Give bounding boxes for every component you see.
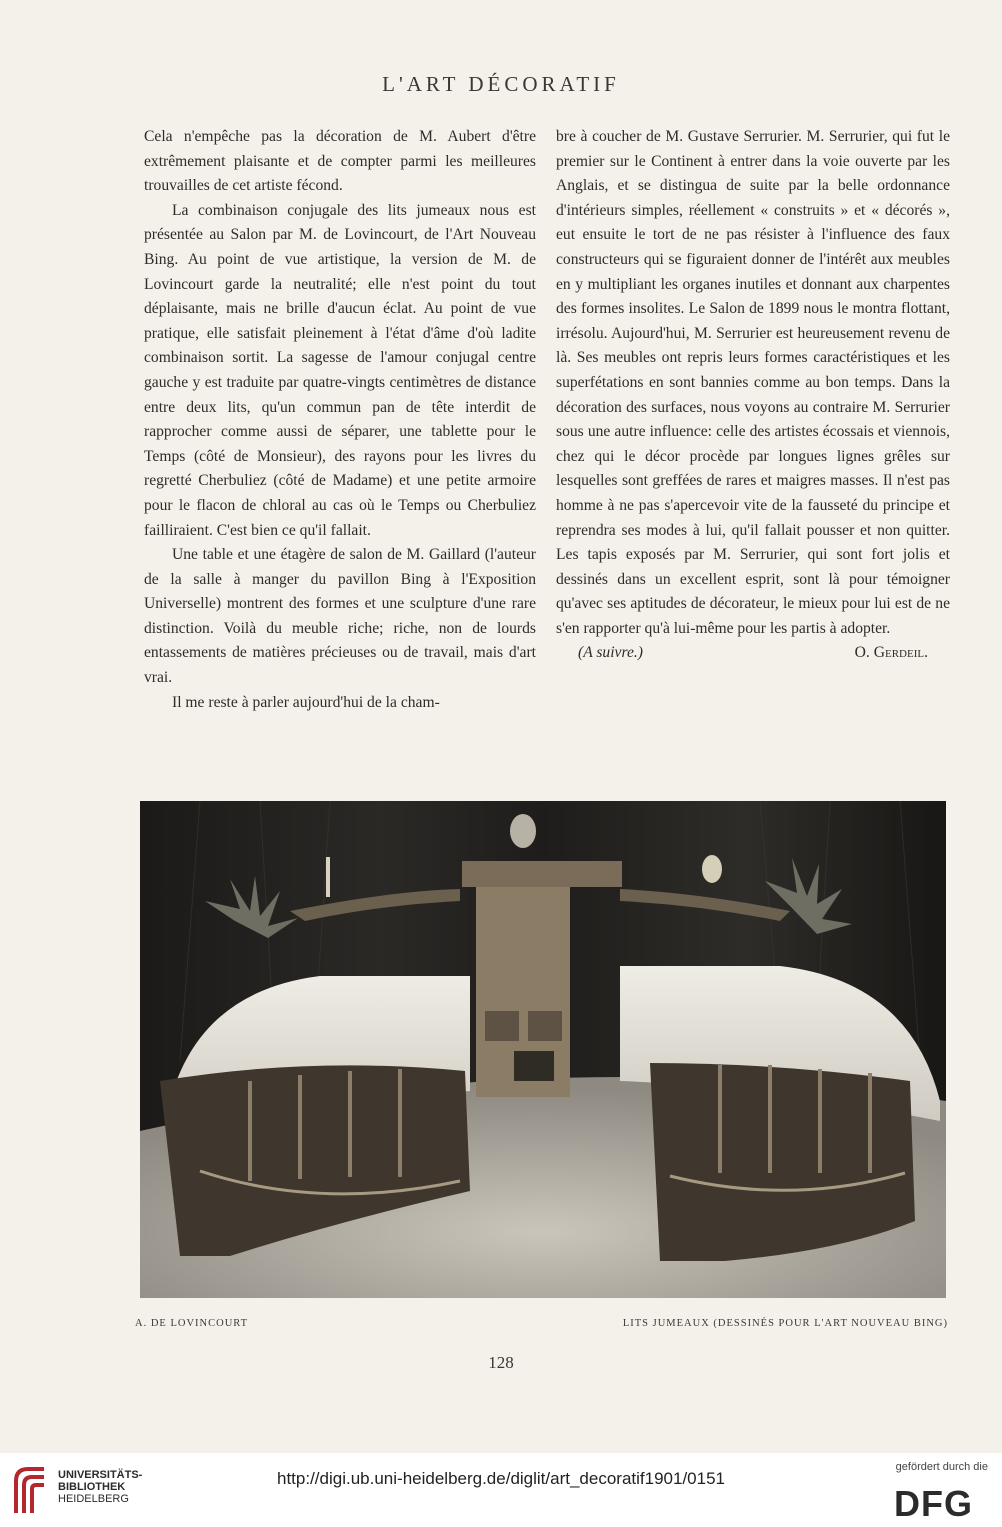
source-url-link[interactable]: http://digi.ub.uni-heidelberg.de/diglit/art_decoratif1901/0151	[277, 1469, 725, 1488]
twin-beds-photograph	[140, 801, 946, 1298]
dfg-logo-icon	[892, 1485, 986, 1519]
plate-caption-left: A. DE LOVINCOURT	[135, 1318, 249, 1329]
right-column	[556, 125, 950, 666]
funding-note: gefördert durch die	[895, 1461, 988, 1473]
candle-left	[326, 857, 330, 897]
to-be-continued: (A suivre.)	[578, 644, 643, 662]
digitization-footer	[0, 1453, 1002, 1527]
author-signature: O. Gerdeil.	[854, 644, 928, 662]
library-name-line: HEIDELBERG	[58, 1493, 129, 1505]
left-column	[144, 125, 536, 715]
library-name-line: BIBLIOTHEK	[58, 1481, 126, 1493]
signature-line	[556, 641, 950, 666]
dfg-logo-text: DFG	[894, 1485, 973, 1519]
night-table-door-right	[528, 1011, 562, 1041]
running-head: L'ART DÉCORATIF	[382, 72, 620, 96]
right-bed-footboard	[650, 1063, 915, 1261]
paragraph: Cela n'empêche pas la décoration de M. Aubert d'être extrêmement plaisante et de compter parmi les meilleures trouvailles de cet artiste fécond.	[144, 128, 536, 195]
paragraph: Une table et une étagère de salon de M. Gaillard (l'auteur de la salle à manger du pavillon Bing à l'Exposition Universelle) montrent des formes et une sculpture d'une rare distinction. Voilà du meuble riche; riche, non de lourds entassements de matières précieuses ou de travail, mais d'art vrai.	[144, 546, 536, 687]
night-table-door-left	[485, 1011, 519, 1041]
plate-caption-right: LITS JUMEAUX (DESSINÉS POUR L'ART NOUVEAU BING)	[622, 1318, 948, 1329]
night-table-shelf	[514, 1051, 554, 1081]
paragraph: Il me reste à parler aujourd'hui de la cham-	[172, 693, 440, 711]
lamp-shade-right	[702, 855, 722, 883]
bust-sculpture	[510, 814, 536, 848]
headboard-crest	[462, 861, 622, 887]
library-name-line: UNIVERSITÄTS-	[58, 1469, 143, 1481]
paragraph: La combinaison conjugale des lits jumeaux nous est présentée au Salon par M. de Lovincourt, de l'Art Nouveau Bing. Au point de vue artistique, la version de M. de Lovincourt garde la neutralité; elle n'est point du tout déplaisante, mais ne brille d'aucun éclat. Au point de vue pratique, elle satisfait pleinement à l'état d'âme d'où ladite combinaison sortit. La sagesse de l'amour conjugal centre gauche y est traduite par quatre-vingts centimètres de distance entre deux lits, qu'un commun pan de tête interdit de rapprocher comme aussi de séparer, une tablette pour le Temps (côté de Monsieur), des rayons pour les livres du regretté Cherbuliez (côté de Madame) et une petite armoire pour le flacon de chloral au cas où le Temps ou Cherbuliez failliraient. C'est bien ce qu'il fallait.	[144, 201, 536, 539]
page-number: 128	[488, 1353, 514, 1372]
photo-plate-twin-beds	[140, 801, 946, 1298]
paragraph: bre à coucher de M. Gustave Serrurier. M. Serrurier, qui fut le premier sur le Continent à entrer dans la voie ouverte par les Anglais, et se distingua de suite par la belle ordonnance d'intérieurs simples, réellement « construits » et « décorés », eut ensuite le tort de ne pas résister à l'influence des faux constructeurs qui se figuraient donner de l'intérêt aux meubles en y multipliant les organes inutiles et donnant aux charpentes des formes insolites. Le Salon de 1899 nous le montra flottant, irrésolu. Aujourd'hui, M. Serrurier est heureusement revenu de là. Ses meubles ont repris leurs formes caractéristiques et les superfétations en sont bannies comme au bon temps. Dans la décoration des surfaces, nous voyons au contraire M. Serrurier sous une autre influence: celle des artistes écossais et viennois, chez qui le décor procède par longues lignes grêles sur lesquelles sont greffées de rares et maigres masses. Il n'est pas homme à ne pas s'apercevoir vite de la fausseté du principe et reprendra ses modes à lui, qu'il fallait pousser et non quitter. Les tapis exposés par M. Serrurier, qui sont fort jolis et dessinés dans un excellent esprit, sont là pour témoigner qu'avec ses aptitudes de décorateur, le mieux pour lui est de ne s'en rapporter qu'à lui-même pour les partis à adopter.	[556, 128, 950, 637]
